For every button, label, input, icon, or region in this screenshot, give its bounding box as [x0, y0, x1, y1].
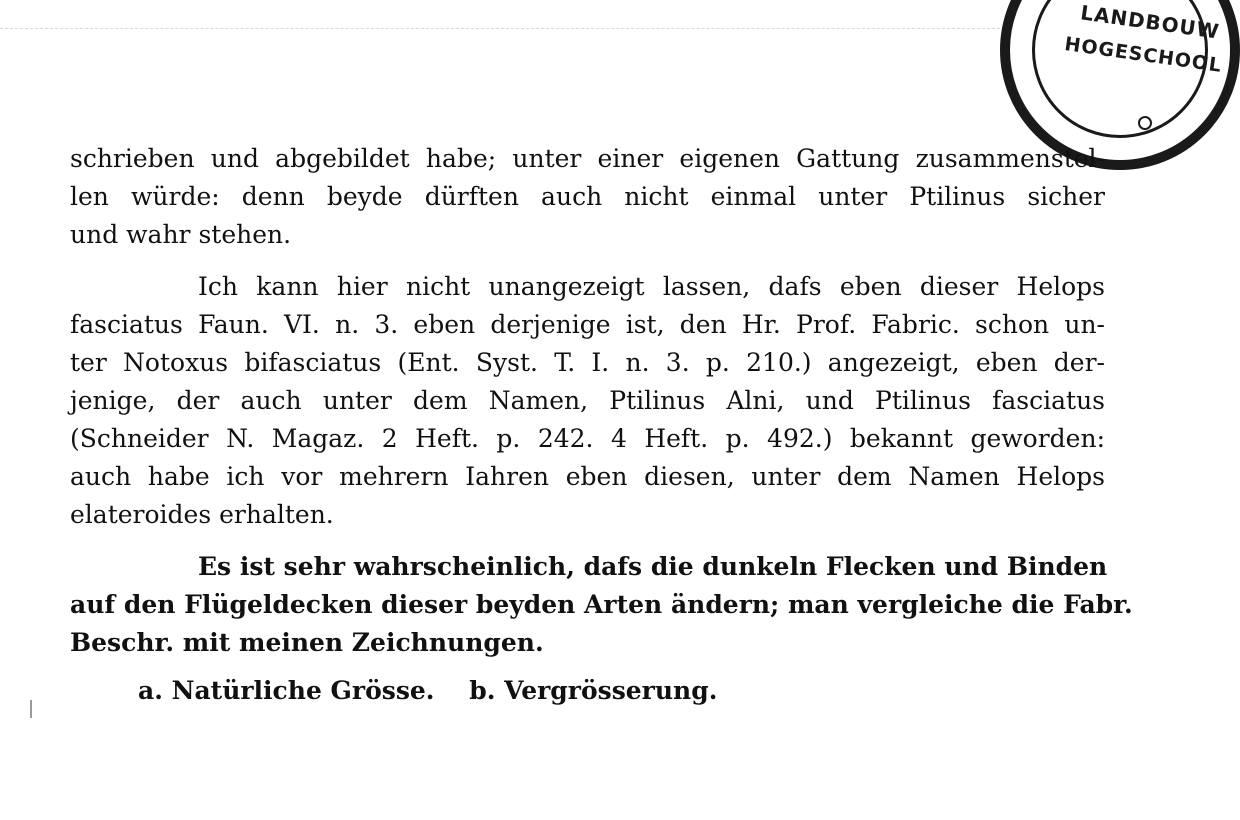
- top-divider: [0, 28, 1000, 29]
- text-line: und wahr stehen.: [70, 220, 292, 249]
- stamp-text-line2: HOGESCHOOL: [1063, 33, 1224, 77]
- text-line: auch habe ich vor mehrern Iahren eben diesen, unter dem Namen Helops: [70, 462, 1105, 491]
- paragraph-1: [70, 140, 1105, 254]
- stamp-dot: [1138, 116, 1152, 130]
- paragraph-2: [70, 268, 1105, 534]
- text-line: Beschr. mit meinen Zeichnungen.: [70, 628, 544, 657]
- text-line: schrieben und abgebildet habe; unter einer eigenen Gattung zusammenstel-: [70, 144, 1105, 173]
- text-line: jenige, der auch unter dem Namen, Ptilinus Alni, und Ptilinus fasciatus: [70, 386, 1105, 415]
- text-line: Es ist sehr wahrscheinlich, dafs die dunkeln Flecken und Binden: [198, 552, 1108, 581]
- paragraph-gap: [70, 254, 1105, 268]
- text-line: auf den Flügeldecken dieser beyden Arten ändern; man vergleiche die Fabr.: [70, 590, 1133, 619]
- caption-b: b. Vergrösserung.: [469, 676, 718, 705]
- margin-mark: [30, 700, 32, 718]
- text-line: Ich kann hier nicht unangezeigt lassen, dafs eben dieser Helops: [198, 272, 1105, 301]
- text-line: (Schneider N. Magaz. 2 Heft. p. 242. 4 Heft. p. 492.) bekannt geworden:: [70, 424, 1105, 453]
- figure-caption: [70, 672, 1105, 710]
- text-line: fasciatus Faun. VI. n. 3. eben derjenige ist, den Hr. Prof. Fabric. schon un-: [70, 310, 1105, 339]
- text-line: len würde: denn beyde dürften auch nicht einmal unter Ptilinus sicher: [70, 182, 1105, 211]
- text-line: ter Notoxus bifasciatus (Ent. Syst. T. I. n. 3. p. 210.) angezeigt, eben der-: [70, 348, 1105, 377]
- body-text: [70, 140, 1133, 710]
- caption-a: a. Natürliche Grösse.: [138, 676, 435, 705]
- stamp-text-line1: LANDBOUW: [1079, 0, 1222, 44]
- text-line: elateroides erhalten.: [70, 500, 334, 529]
- paragraph-3: [70, 548, 1133, 662]
- paragraph-gap: [70, 534, 1105, 548]
